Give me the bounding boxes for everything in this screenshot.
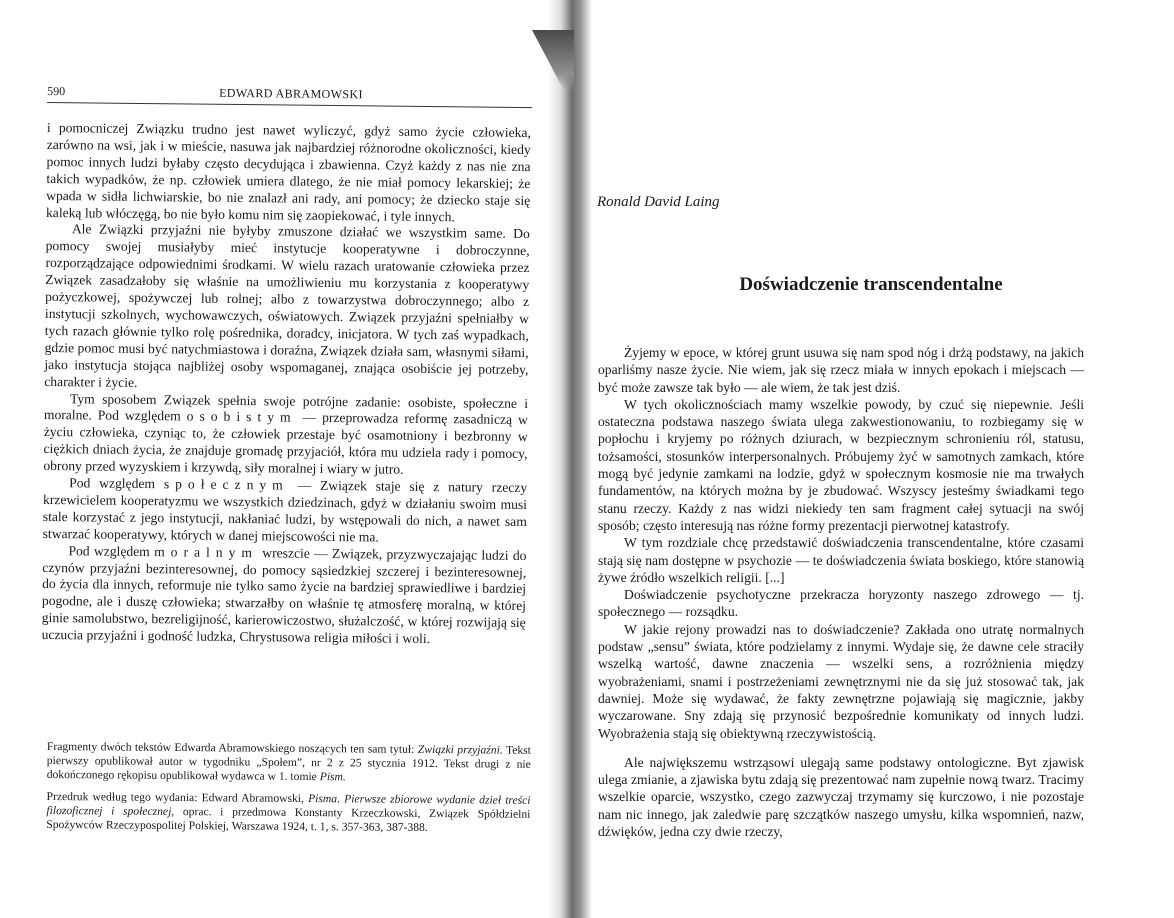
note-text: Fragmenty dwóch tekstów Edwarda Abramowskiego noszących ten sam tytuł: xyxy=(46,740,415,756)
paragraph xyxy=(42,543,527,650)
chapter-title: Doświadczenie transcendentalne xyxy=(739,274,1003,295)
paragraph: W tych okolicznościach mamy wszelkie powody, by czuć się niepewnie. Jeśli ostateczna podstawa naszego świata ulega zakwestionowaniu, to rozbiegamy się w popłochu i kryjemy po różnych dziurach, w bezpiecznym schronieniu ról, statusu, tożsamości, stosunków interpersonalnych. Próbujemy żyć w samotnych zamkach, które mogą być jedynie zamkami na lodzie, gdyż w społecznym kosmosie nie ma trwałych fundamentów, na których można by je zbudować. Wszyscy jesteśmy świadkami tego stanu rzeczy. Każdy z nas widzi niekiedy ten sam fragment całej sytuacji na swój sposób; często interesują nas różne formy prezentacji pierwotnej katastrofy. xyxy=(598,396,1084,533)
right-page xyxy=(568,0,1174,918)
paragraph: Ale największemu wstrząsowi ulegają same podstawy ontologiczne. Byt zjawisk ulega zmianie, a zjawiska bytu zdają się prezentować nam zupełnie nową twarz. Tracimy wszelkie oparcie, wszystko, czego zazwyczaj trzymamy się kurczowo, i nie pozostaje nam nic innego, jak zaledwie parę szczątków naszego umysłu, kilka wspomnień, nazw, dźwięków, jedna czy dwie rzeczy, xyxy=(598,754,1084,840)
right-body-text xyxy=(598,344,1084,840)
note-text: Przedruk według tego wydania: Edward Abramowski, xyxy=(46,789,305,805)
source-note xyxy=(46,790,530,836)
emphasized-term: osobistym xyxy=(186,408,297,426)
running-header xyxy=(47,84,532,108)
paragraph: Żyjemy w epoce, w której grunt usuwa się nam spod nóg i drżą podstawy, na jakich oparliśmy nasze życie. Nie wiem, jak się rzecz miała w innych epokach i miejscach — być może zawsze tak było — ale wiem, że tak jest dziś. xyxy=(598,345,1084,395)
source-note xyxy=(47,740,531,786)
paragraph-text: Pod względem xyxy=(68,542,150,559)
note-text: oprac. i przedmowa Konstanty Krzeczkowski, Związek Spółdzielni Spożywców Rzeczypospolitej Polskiej, Warszawa 1924, t. 1, s. 357-363, 387-388. xyxy=(46,804,531,835)
paragraph: W jakie rejony prowadzi nas to doświadczenie? Zakłada ono utratę normalnych podstaw „sensu” świata, które podzielamy z innymi. Wydaje się, że dawne cele straciły wszelką wartość, dawne znaczenia — wszelki sens, a rozróżnienia między wyobrażeniami, snami i postrzeżeniami zewnętrznymi nie da się już stosować tak, jak dawniej. Może się wydawać, że fakty zewnętrzne pojawiają się magicznie, jakby wyczarowane. Sny zdają się przynosić bezpośrednie komunikaty od innych ludzi. Wyobrażenia stają się obiektywną rzeczywistością. xyxy=(598,621,1084,741)
paragraph xyxy=(43,475,528,548)
note-text: Tekst pierwszy opublikował autor w tygodniku „Społem”, nr 2 z 25 stycznia 1912. Tekst drugi z nie dokończonego rękopisu opublikował wydawca w 1. tomie xyxy=(46,743,531,784)
note-italic: Pism. xyxy=(319,770,346,784)
running-title: EDWARD ABRAMOWSKI xyxy=(219,85,363,102)
note-italic: Związki przyjaźni. xyxy=(417,742,503,757)
page-number: 590 xyxy=(47,84,66,99)
paragraph-text: Pod względem xyxy=(69,475,156,492)
paragraph: Doświadczenie psychotyczne przekracza horyzonty naszego zdrowego — tj. społecznego — rozsądku. xyxy=(598,587,1084,620)
paragraph-text: — Związek staje się z natury rzeczy krzewicielem kooperatyzmu we wszystkich dziedzinach, gdyż w działaniu swoim musi stale korzystać z jego instytucji, nakłaniać ludzi, by wstępowali do nich, a nawet sam stwarzać kooperatywy, których w danej miejscowości nie ma. xyxy=(42,477,528,545)
left-body-text xyxy=(42,120,531,649)
book-gutter-shadow xyxy=(548,0,592,918)
emphasized-term: moralnym xyxy=(154,543,259,560)
source-notes xyxy=(46,740,531,843)
emphasized-term: społecznym xyxy=(163,476,289,493)
paragraph-text: — przeprowadza reformę zasadniczą w życiu człowieka, czyniąc to, że człowiek przestaje być osamotniony i bezbronny w ciężkich dniach życia, że znajduje gromadę przyjaciół, która mu udziela rady i pomocy, obrony przed wyzyskiem i krzywdą, siły moralnej i wiary w jutro. xyxy=(43,410,528,477)
note-italic: Pisma. Pierwsze zbiorowe wydanie dzieł treści filozoficznej i społecznej, xyxy=(46,791,531,818)
left-page xyxy=(0,0,568,918)
paragraph xyxy=(43,390,528,480)
paragraph-text: wreszcie — Związek, przyzwyczajając ludzi do czynów przyjaźni bezinteresownej, do pomocy sąsiedzkiej szczerej i bezinteresownej, do życia dla innych, reformuje nie tylko samo życie na bardziej sprawiedliwe i bardziej pogodne, ale i duszę człowieka; stwarzałby on właśnie tę atmosferę moralną, w której ginie samolubstwo, bezreligijność, karierowiczostwo, służalczość, w której rozwijają się uczucia przyjaźni i godność ludzka, Chrystusowa religia miłości i woli. xyxy=(41,544,527,647)
chapter-author: Ronald David Laing xyxy=(597,194,720,210)
paragraph: i pomocniczej Związku trudno jest nawet wyliczyć, gdyż samo życie człowieka, zarówno na wsi, jak i w mieście, nasuwa jak najbardziej różnorodne okoliczności, kiedy pomoc innych ludzi byłaby często decydująca i zbawienna. Czyż każdy z nas nie zna takich wypadków, że np. człowiek umiera dlatego, że nie miał pomocy lekarskiej; że wpada w sidła lichwiarskie, bo nie znalazł ani rady, ani pomocy; że dziecko staje się kaleką lub włóczęgą, bo nie było komu nim się zaopiekować, i tyle innych. xyxy=(45,120,531,224)
paragraph: Ale Związki przyjaźni nie byłyby zmuszone działać we wszystkim same. Do pomocy swojej musiałyby mieć instytucje kooperatywne i dobroczynne, rozporządzające odpowiednimi środkami. W wielu razach uratowanie człowieka przez Związek zasadzałoby się właśnie na umożliwieniu mu korzystania z kooperatywy pożyczkowej, spożywczej lub rolnej; albo z towarzystwa dobroczynnego; albo z instytucji szkolnych, wychowawczych, oświatowych. Związek przyjaźni spełniałby w tych razach głównie tylko rolę pośrednika, doradcy, inicjatora. W tych zaś wypadkach, gdzie pomoc musi być natychmiastowa i doraźna, Związek działa sam, własnymi siłami, jako instytucja stojąca najbliżej osoby wspomaganej, znająca osobiście jej potrzeby, charakter i życie. xyxy=(44,221,530,390)
paragraph: W tym rozdziale chcę przedstawić doświadczenia transcendentalne, które czasami stają się nam dostępne w psychozie — te doświadczenia świata boskiego, które stanowią żywe źródło wszelkich religii. [...] xyxy=(598,535,1084,585)
paragraph-text: Tym sposobem Związek spełnia swoje potrójne zadanie: osobiste, społeczne i moralne. Pod względem xyxy=(43,390,529,424)
